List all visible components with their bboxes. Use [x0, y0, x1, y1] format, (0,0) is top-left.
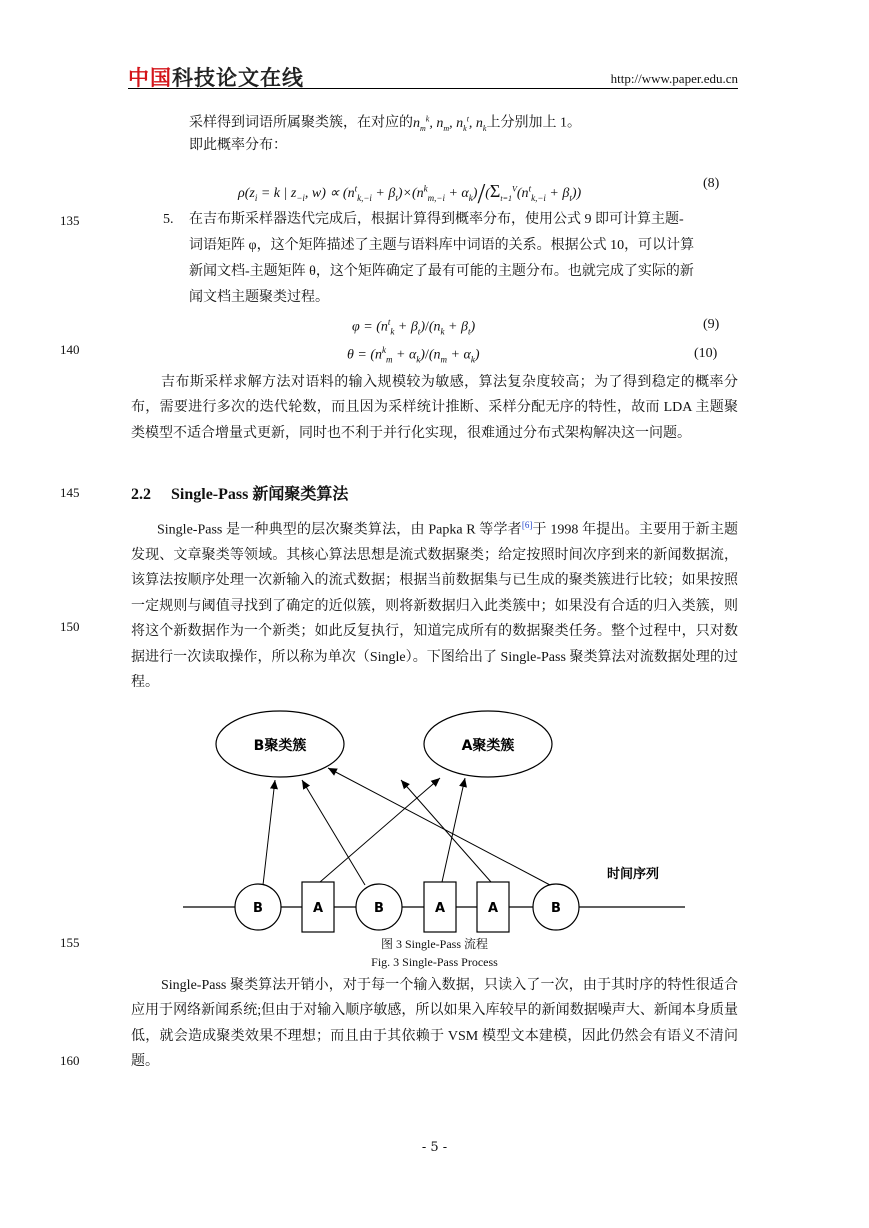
step-5-line-1: 在吉布斯采样器迭代完成后，根据计算得到概率分布，使用公式 9 即可计算主题- [189, 212, 684, 227]
node-b-2-label: B [374, 901, 384, 916]
step-5-line-2: 词语矩阵 φ，这个矩阵描述了主题与语料库中词语的关系。根据公式 10，可以计算 [189, 238, 695, 253]
line-number-150: 150 [60, 619, 80, 634]
figure-caption-cn: 图 3 Single-Pass 流程 [380, 937, 488, 951]
node-a-3-label: A [487, 901, 499, 916]
node-a-1-label: A [312, 901, 324, 916]
node-b-3-label: B [551, 901, 561, 916]
time-series-label: 时间序列 [607, 867, 660, 882]
line-number-145: 145 [60, 485, 80, 500]
arrow-a1-to-cluster-a [320, 778, 440, 882]
node-a-2-label: A [434, 901, 446, 916]
single-pass-text-2: 于 1998 年提出。主要用于新主题发现、文章聚类等领域。其核心算法思想是流式数据聚类；给定按照时间次序到来的新闻数据流，该算法按顺序处理一次新输入的流式数据；根据当前数据集与已生成的聚类簇进行比较；如果按照一定规则与阈值寻找到了确定的近似簇，则将新数据归入此类簇中；如果没有合适的归入类簇，则将这个新数据作为一个新类；如此反复执行，知道完成所有的数据聚类任务。整个过程中，只对数据进行一次读取操作，所以称为单次（Single）。下图给出了 Single-Pass 聚类算法对流数据处理的过程。 [131, 522, 739, 691]
logo-red-part: 中国 [128, 66, 172, 90]
arrow-b2-to-cluster-b [302, 780, 365, 885]
paragraph-summary: Single-Pass 聚类算法开销小，对于每一个输入数据，只读入了一次，由于其时序的特性很适合应用于网络新闻系统;但由于对输入顺序敏感，所以如果入库较早的新闻数据噪声大、新闻本身质量低，就会造成聚类效果不理想；而且由于其依赖于 VSM 模型文本建模，因此仍然会有语义不清问题。 [131, 978, 738, 1070]
intro-line-2: 即此概率分布： [189, 138, 287, 153]
equation-9: $\varphi = (n^t_k + \beta_t)/(n_k + \beta_t)$ [352, 317, 476, 337]
cluster-b-label: B聚类簇 [253, 738, 307, 754]
cluster-a-label: A聚类簇 [461, 738, 515, 754]
section-title: Single-Pass 新闻聚类算法 [171, 486, 349, 503]
step-5-line-3: 新闻文档-主题矩阵 θ，这个矩阵确定了最有可能的主题分布。也就完成了实际的新 [189, 264, 694, 279]
equation-9-number: (9) [703, 317, 720, 332]
equation-8-number: (8) [703, 176, 720, 191]
header-rule [128, 88, 738, 89]
equation-10: $\theta = (n^k_m + \alpha_k)/(n_m + \alpha_k)$ [347, 345, 480, 365]
section-heading [131, 481, 348, 504]
step-5-line-4: 闻文档主题聚类过程。 [189, 290, 329, 305]
logo-dark-part: 科技论文在线 [172, 66, 304, 90]
equation-8: $\rho(z_i = k$ | $z_{-i}$, $w) \propto (n^t_{k,-i} + \beta_t)\times(n^k_{m,-i} + \alpha_k)/(\Sigma_{t=1}^V(n^t_{k,-i} + \beta_t))$ [238, 179, 582, 210]
line-number-135: 135 [60, 213, 80, 228]
header-url[interactable]: http://www.paper.edu.cn [610, 71, 738, 86]
paragraph-gibbs: 吉布斯采样求解方法对语料的输入规模较为敏感，算法复杂度较高；为了得到稳定的概率分布，需要进行多次的迭代轮数，而且因为采样统计推断、采样分配无序的特性，故而 LDA 主题聚类模型不适合增量式更新，同时也不利于并行化实现，很难通过分布式架构解决这一问题。 [131, 375, 738, 441]
intro-line-1-post: 上分别加上 1。 [486, 115, 581, 131]
figure-caption-en: Fig. 3 Single-Pass Process [371, 955, 498, 969]
node-b-1-label: B [253, 901, 263, 916]
single-pass-diagram [175, 710, 695, 935]
section-number: 2.2 [131, 486, 151, 503]
line-number-140: 140 [60, 342, 80, 357]
arrow-b3-to-cluster-b [328, 768, 550, 885]
page-number: - 5 - [421, 1140, 448, 1155]
arrow-a3-to-cluster-a [401, 780, 491, 882]
paragraph-single-pass [131, 513, 738, 696]
arrow-b1-to-cluster-b [263, 780, 275, 885]
intro-math-vars: $n_m^k$, $n_m$, $n_k^t$, $n_k$ [413, 114, 487, 133]
citation-ref[interactable]: [6] [521, 520, 533, 530]
intro-line-1 [189, 109, 581, 138]
single-pass-text-1: Single-Pass 是一种典型的层次聚类算法，由 Papka R 等学者 [157, 522, 522, 538]
line-number-160: 160 [60, 1053, 80, 1068]
equation-10-number: (10) [694, 346, 718, 361]
step-5-label: 5. [163, 212, 174, 227]
line-number-155: 155 [60, 935, 80, 950]
intro-line-1-pre: 采样得到词语所属聚类簇，在对应的 [189, 115, 413, 131]
